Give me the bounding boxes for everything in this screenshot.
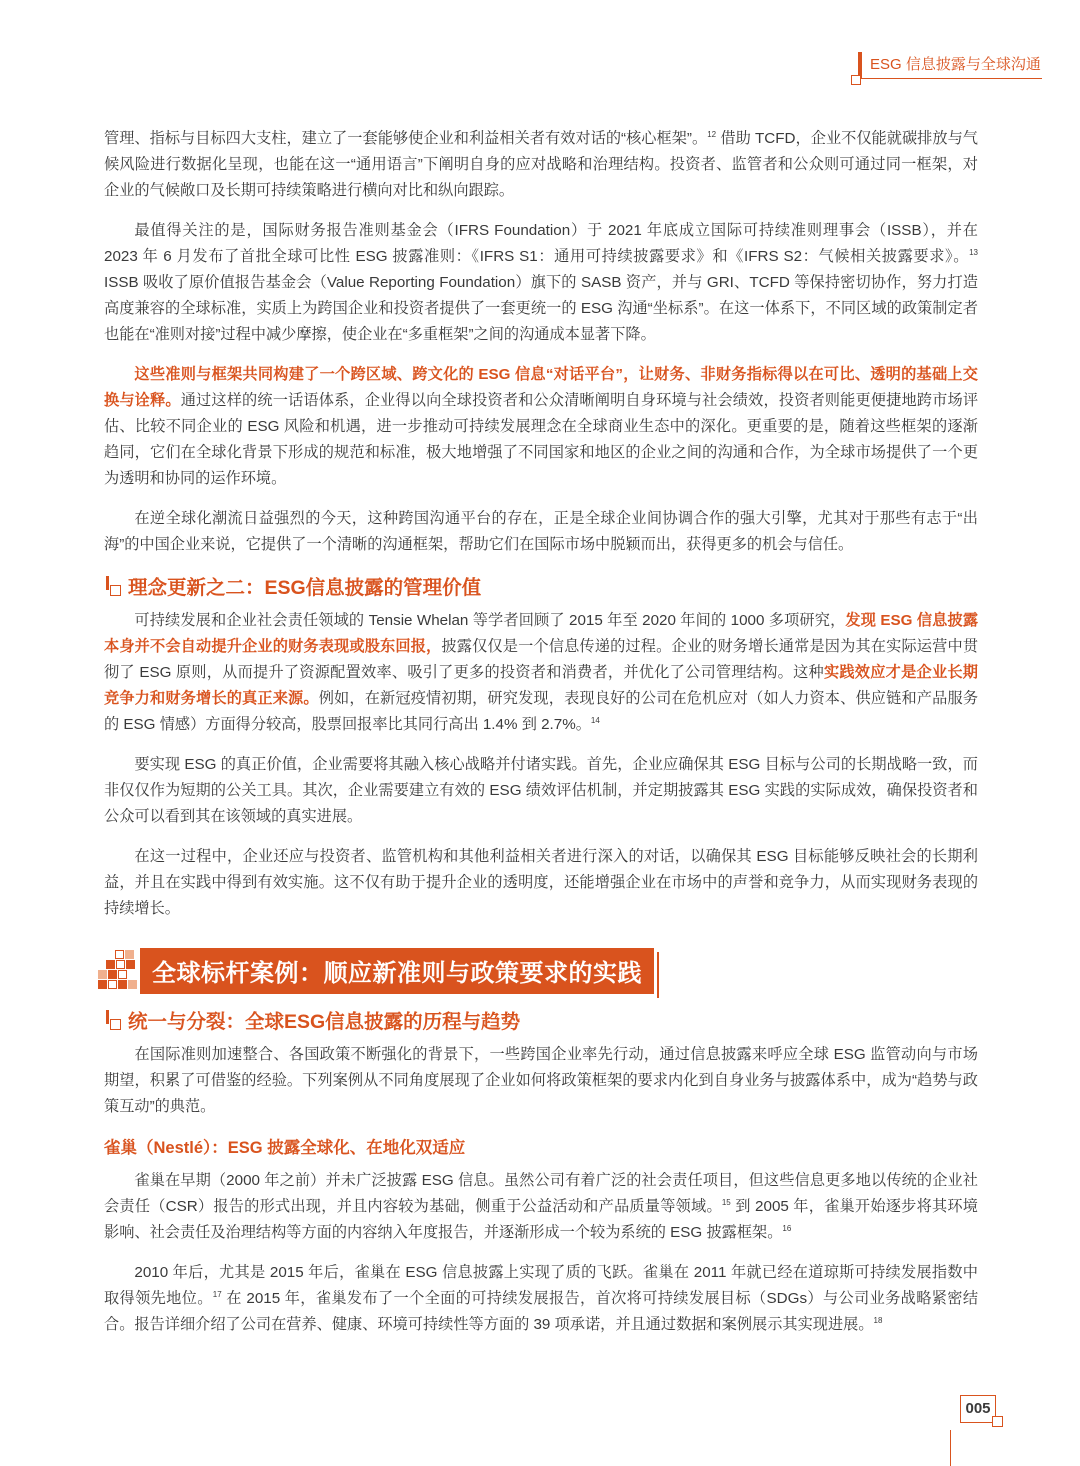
paragraph-nestle-early: 雀巢在早期（2000 年之前）并未广泛披露 ESG 信息。虽然公司有着广泛的社会责任项目，但这些信息更多地以传统的企业社会责任（CSR）报告的形式出现，并且内容较为基础，侧重于公益活动和产品质量等领域。$^{15}$ 到 2005 年，雀巢开始逐步将其环境影响、社会责任及治理结构等方面的内容纳入年度报告，并逐渐形成一个较为系统的 ESG 披露框架。$^{16}$ — [104, 1172, 978, 1241]
page-number-rule — [950, 1430, 951, 1466]
page-number: 005 — [960, 1395, 996, 1423]
paragraph-nestle-2010: 2010 年后，尤其是 2015 年后，雀巢在 ESG 信息披露上实现了质的飞跃。雀巢在 2011 年就已经在道琼斯可持续发展指数中取得领先地位。$^{17}$ 在 2015 年，雀巢发布了一个全面的可持续发展报告，首次将可持续发展目标（SDGs）与公司业务战略紧密结合。报告详细介绍了公司在营养、健康、环境可持续性等方面的 39 项承诺，并且通过数据和案例展示其实现进展。$^{18}$ — [104, 1264, 979, 1333]
paragraph-cases-intro: 在国际准则加速整合、各国政策不断强化的背景下，一些跨国企业率先行动，通过信息披露来呼应全球 ESG 监管动向与市场期望，积累了可借鉴的经验。下列案例从不同角度展现了企业如何将政策框架的要求内化到自身业务与披露体系中，成为“趋势与政策互动”的典范。 — [104, 1046, 978, 1115]
section-heading-management-value: 理念更新之二：ESG信息披露的管理价值 — [104, 572, 978, 600]
paragraph-issb: 最值得关注的是，国际财务报告准则基金会（IFRS Foundation）于 2021 年底成立国际可持续准则理事会（ISSB），并在 2023 年 6 月发布了首批全球可比性 ESG 披露准则：《IFRS S1：通用可持续披露要求》和《IFRS S2：气候相关披露要求》。$^{13}$ ISSB 吸收了原价值报告基金会（Value Reporting Foundation）旗下的 SASB 资产，并与 GRI、TCFD 等保持密切协作，努力打造高度兼容的全球标准，实质上为跨国企业和投资者提供了一套更统一的 ESG 沟通“坐标系”。在这一体系下，不同区域的政策制定者也能在“准则对接”过程中减少摩擦，使企业在“多重框架”之间的沟通成本显著下降。 — [104, 222, 978, 343]
page-number-square-ornament — [992, 1416, 1003, 1427]
heading-bracket-icon — [104, 575, 124, 597]
paragraph-esg-value: 要实现 ESG 的真正价值，企业需要将其融入核心战略并付诸实践。首先，企业应确保其 ESG 目标与公司的长期战略一致，而非仅仅作为短期的公关工具。其次，企业需要建立有效的 ESG 绩效评估机制，并定期披露其 ESG 实践的实际成效，确保投资者和公众可以看到其在该领域的真实进展。 — [104, 756, 978, 825]
page-body — [104, 126, 978, 1352]
running-header: ESG 信息披露与全球沟通 — [870, 56, 1041, 73]
heading-bracket-icon — [104, 1009, 124, 1031]
header-rule — [860, 78, 1042, 79]
paragraph-dialogue-platform: 这些准则与框架共同构建了一个跨区域、跨文化的 ESG 信息“对话平台”，让财务、非财务指标得以在可比、透明的基础上交换与诠释。通过这样的统一话语体系，企业得以向全球投资者和公众清晰阐明自身环境与社会绩效，投资者则能更便捷地跨市场评估、比较不同企业的 ESG 风险和机遇，进一步推动可持续发展理念在全球商业生态中的深化。更重要的是，随着这些框架的逐渐趋同，它们在全球化背景下形成的规范和标准，极大地增强了不同国家和地区的企业之间的沟通和合作，为全球市场提供了一个更为透明和协同的运作环境。 — [104, 366, 979, 487]
banner-heading-global-cases — [98, 948, 978, 994]
paragraph-whelan-research: 可持续发展和企业社会责任领域的 Tensie Whelan 等学者回顾了 2015 年至 2020 年间的 1000 多项研究，发现 ESG 信息披露本身并不会自动提升企业的财务表现或股东回报，披露仅仅是一个信息传递的过程。企业的财务增长通常是因为其在实际运营中贯彻了 ESG 原则，从而提升了资源配置效率、吸引了更多的投资者和消费者，并优化了公司管理结构。这种实践效应才是企业长期竞争力和财务增长的真正来源。例如，在新冠疫情初期，研究发现，表现良好的公司在危机应对（如人力资本、供应链和产品服务的 ESG 情感）方面得分较高，股票回报率比其同行高出 1.4% 到 2.7%。$^{14}$ — [104, 612, 979, 733]
paragraph-tcfd: 管理、指标与目标四大支柱，建立了一套能够使企业和利益相关者有效对话的“核心框架”。$^{12}$ 借助 TCFD，企业不仅能就碳排放与气候风险进行数据化呈现，也能在这一“通用语言”下阐明自身的应对战略和治理结构。投资者、监管者和公众则可通过同一框架，对企业的气候敞口及长期可持续策略进行横向对比和纵向跟踪。 — [104, 129, 978, 199]
paragraph-stakeholder-dialogue: 在这一过程中，企业还应与投资者、监管机构和其他利益相关者进行深入的对话，以确保其 ESG 目标能够反映社会的长期利益，并且在实践中得到有效实施。这不仅有助于提升企业的透明度，还能增强企业在市场中的声誉和竞争力，从而实现财务表现的持续增长。 — [104, 848, 978, 917]
header-square-ornament — [851, 75, 861, 85]
paragraph-deglobalization: 在逆全球化潮流日益强烈的今天，这种跨国沟通平台的存在，正是全球企业间协调合作的强大引擎，尤其对于那些有志于“出海”的中国企业来说，它提供了一个清晰的沟通框架，帮助它们在国际市场中脱颖而出，获得更多的机会与信任。 — [104, 510, 978, 553]
banner-title: 全球标杆案例：顺应新准则与政策要求的实践 — [140, 948, 654, 994]
case-heading-nestle: 雀巢（Nestlé）：ESG 披露全球化、在地化双适应 — [104, 1139, 466, 1157]
section-heading-unity-division: 统一与分裂：全球ESG信息披露的历程与趋势 — [104, 1006, 978, 1034]
mosaic-ornament — [98, 950, 138, 992]
